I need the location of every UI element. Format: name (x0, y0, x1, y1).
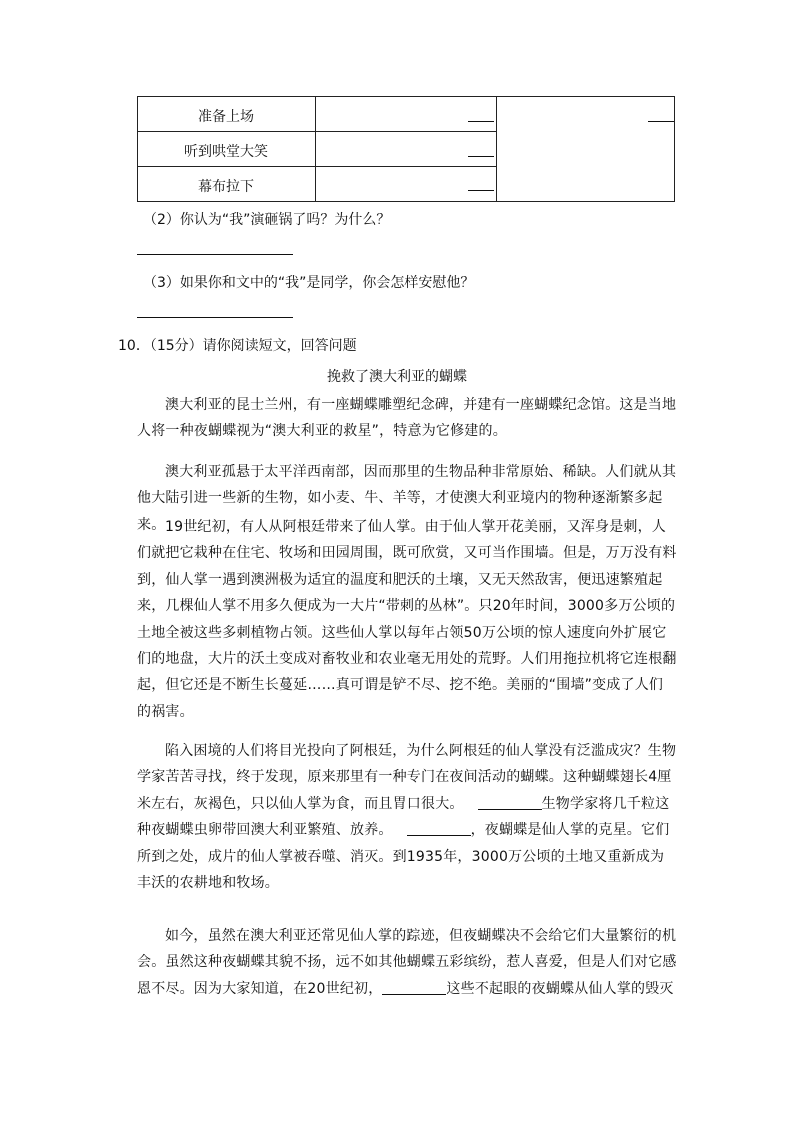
fill-blank[interactable] (468, 121, 494, 122)
table-row-divider (138, 166, 496, 167)
fill-blank[interactable] (407, 821, 471, 836)
question-10-header: 10．（15分）请你阅读短文，回答问题 (118, 338, 357, 354)
fill-blank[interactable] (468, 190, 494, 191)
answer-line[interactable] (137, 317, 293, 318)
answer-table (137, 96, 675, 202)
fill-blank[interactable] (478, 795, 542, 810)
question-2: （2）你认为“我”演砸锅了吗？为什么？ (143, 212, 391, 228)
paragraph: 澳大利亚的昆士兰州，有一座蝴蝶雕塑纪念碑，并建有一座蝴蝶纪念馆。这是当地人将一种夜蝴蝶视为“澳大利亚的救星”，特意为它修建的。 (137, 397, 677, 440)
table-divider (496, 97, 497, 201)
paragraph: 如今，虽然在澳大利亚还常见仙人掌的踪迹，但夜蝴蝶决不会给它们大量繁衍的机会。虽然这种夜蝴蝶其貌不扬，远不如其他蝴蝶五彩缤纷，惹人喜爱，但是人们对它感恩不尽。因为大家知道，在20世纪初， 这些不起眼的夜蝴蝶从仙人掌的毁灭 (137, 928, 677, 997)
fill-blank[interactable] (382, 980, 446, 995)
paragraph: 澳大利亚孤悬于太平洋西南部，因而那里的生物品种非常原始、稀缺。人们就从其他大陆引进一些新的生物，如小麦、牛、羊等，才使澳大利亚境内的物种逐渐繁多起来。 (137, 464, 677, 533)
answer-line[interactable] (137, 254, 293, 255)
paragraph: 19世纪初，有人从阿根廷带来了仙人掌。由于仙人掌开花美丽，又浑身是刺，人们就把它栽种在住宅、牧场和田园周围，既可欣赏，又可当作围墙。但是，万万没有料到，仙人掌一遇到澳洲极为适宜的温度和肥沃的土壤，又无天然敌害，便迅速繁殖起来，几棵仙人掌不用多久便成为一大片“带刺的丛林”。只20年时间，3000多万公顷的土地全被这些多刺植物占领。这些仙人掌以每年占领50万公顷的惊人速度向外扩展它们的地盘，大片的沃土变成对畜牧业和农业毫无用处的荒野。人们用拖拉机将它连根翻起，但它还是不断生长蔓延……真可谓是铲不尽、挖不绝。美丽的“围墙”变成了人们的祸害。 (137, 519, 677, 720)
table-divider (315, 97, 316, 201)
table-row-label: 准备上场 (198, 109, 254, 125)
table-row-label: 幕布拉下 (198, 179, 254, 195)
table-row-label: 听到哄堂大笑 (184, 144, 268, 160)
paragraph: 陷入困境的人们将目光投向了阿根廷，为什么阿根廷的仙人掌没有泛滥成灾？生物学家苦苦寻找，终于发现，原来那里有一种专门在夜间活动的蝴蝶。这种蝴蝶翅长4厘米左右，灰褐色，只以仙人掌为食，而且胃口很大。 生物学家将几千粒这种夜蝴蝶虫卵带回澳大利亚繁殖、放养。 ，夜蝴蝶是仙人掌的克星。它们所到之处，成片的仙人掌被吞噬、消灭。到1935年，3000万公顷的土地又重新成为丰沃的农耕地和牧场。 (137, 743, 677, 892)
article-title: 挽救了澳大利亚的蝴蝶 (327, 369, 467, 385)
question-3: （3）如果你和文中的“我”是同学，你会怎样安慰他？ (143, 275, 475, 291)
table-row-divider (138, 131, 496, 132)
fill-blank[interactable] (468, 156, 494, 157)
fill-blank[interactable] (648, 121, 674, 122)
